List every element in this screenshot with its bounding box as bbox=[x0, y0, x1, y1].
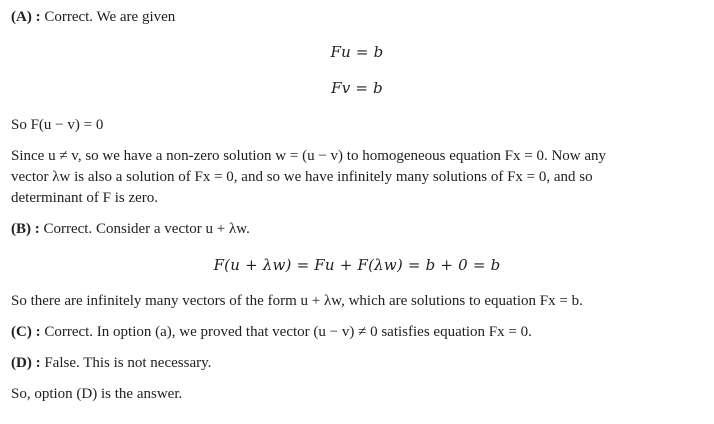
option-c-text: Correct. In option (a), we proved that vector (u − v) ≠ 0 satisfies equation Fx = 0. bbox=[40, 324, 532, 340]
equation-fu-b: Fu = b bbox=[330, 43, 384, 61]
option-d bbox=[11, 353, 706, 374]
option-a-intro bbox=[11, 7, 706, 28]
option-c-label: (C) : bbox=[11, 324, 41, 340]
answer-line: So, option (D) is the answer. bbox=[11, 386, 183, 402]
option-d-label: (D) : bbox=[11, 355, 41, 371]
option-b-conclusion: So there are infinitely many vectors of the form u + λw, which are solutions to equation Fx = b. bbox=[11, 293, 583, 309]
option-a-paragraph-line-1: Since u ≠ v, so we have a non-zero solution w = (u − v) to homogeneous equation Fx = 0. Now any bbox=[11, 148, 607, 164]
option-a-label: (A) : bbox=[11, 9, 41, 25]
option-a-paragraph-line-3: determinant of F is zero. bbox=[11, 190, 159, 206]
option-c bbox=[11, 322, 706, 343]
equation-fv-b: Fv = b bbox=[331, 79, 383, 97]
option-b-intro-text: Correct. Consider a vector u + λw. bbox=[39, 221, 250, 237]
option-b-intro bbox=[11, 219, 706, 240]
option-a-so-line: So F(u − v) = 0 bbox=[11, 117, 104, 133]
equation-option-b: F(u + λw) = Fu + F(λw) = b + 0 = b bbox=[213, 256, 501, 274]
option-b-label: (B) : bbox=[11, 221, 40, 237]
option-a-paragraph-line-2: vector λw is also a solution of Fx = 0, and so we have infinitely many solutions of Fx = 0, and so bbox=[11, 169, 593, 185]
option-d-text: False. This is not necessary. bbox=[40, 355, 212, 371]
option-a-intro-text: Correct. We are given bbox=[40, 9, 176, 25]
